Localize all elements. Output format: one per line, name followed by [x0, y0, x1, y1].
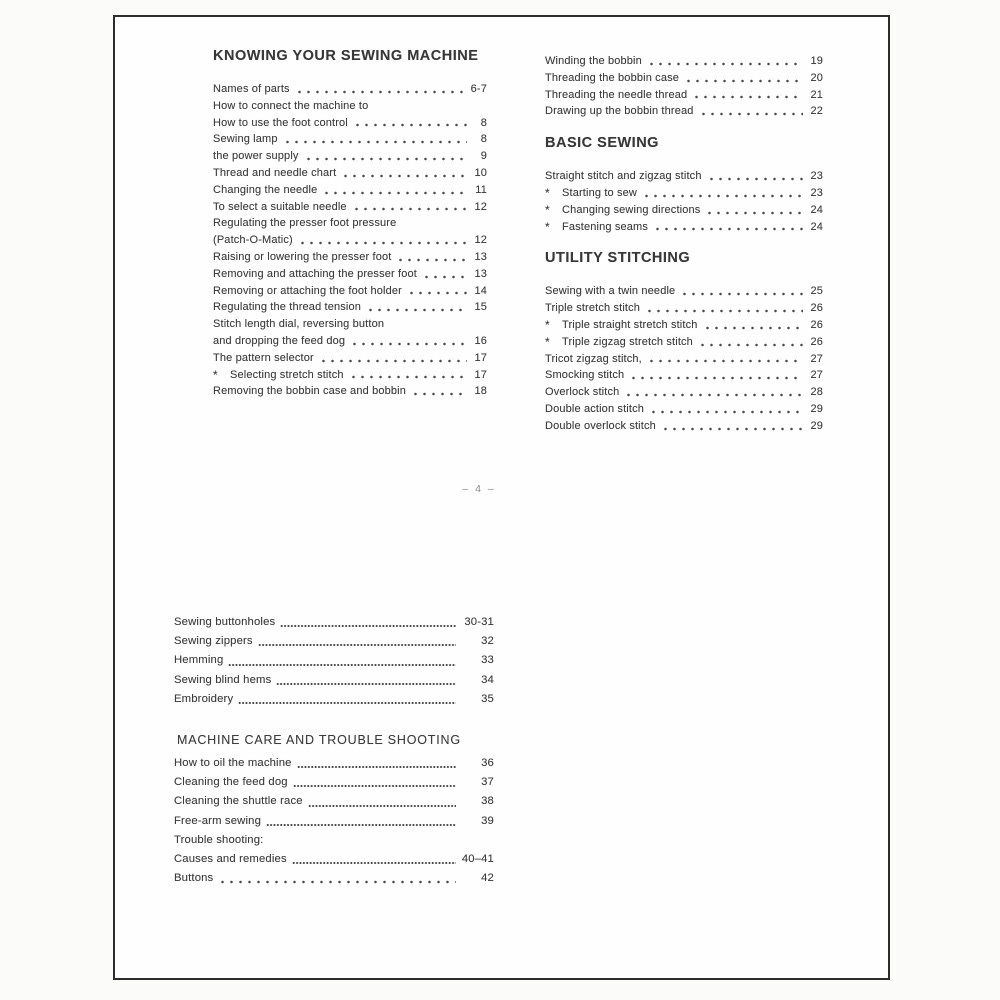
- dot-leader: [707, 168, 803, 185]
- toc-entry: [545, 418, 823, 435]
- toc-entry-label: Threading the needle thread: [545, 88, 688, 101]
- toc-entry-label: The pattern selector: [213, 351, 314, 364]
- toc-entry: [213, 232, 487, 249]
- dot-leader: [280, 613, 456, 632]
- toc-entry: [174, 651, 494, 670]
- dot-leader: [422, 266, 467, 283]
- toc-entry: [174, 850, 494, 869]
- dot-leader: [649, 401, 803, 418]
- toc-entry-label: Regulating the presser foot pressure: [213, 217, 397, 230]
- dot-leader: [680, 283, 803, 300]
- dot-leader: [238, 690, 456, 709]
- toc-entry: [545, 219, 823, 236]
- toc-entry: [213, 316, 487, 333]
- toc-entry-label: Names of parts: [213, 83, 290, 95]
- toc-entry-page-number: 38: [481, 795, 494, 808]
- toc-entry-page-number: 8: [480, 116, 487, 129]
- toc-entry-page-number: 12: [474, 234, 487, 247]
- dot-leader: [353, 115, 467, 132]
- toc-entry-page-number: 27: [810, 352, 823, 365]
- dot-leader: [661, 418, 803, 435]
- asterisk-bullet: *: [545, 317, 550, 332]
- toc-entry-page-number: 36: [481, 756, 494, 769]
- toc-entry-label: Buttons: [174, 872, 214, 885]
- toc-entry-label: Winding the bobbin: [545, 55, 642, 67]
- toc-entry-page-number: 11: [475, 183, 487, 196]
- toc-entry-label: Sewing zippers: [174, 635, 253, 648]
- toc-entry-label: Selecting stretch stitch: [230, 368, 344, 381]
- toc-entry-page-number: 39: [481, 814, 494, 827]
- toc-entry-page-number: 26: [810, 302, 823, 315]
- asterisk-bullet: *: [545, 334, 550, 349]
- toc-entry: [545, 351, 823, 368]
- dot-leader: [692, 87, 803, 104]
- toc-entry-label: Triple stretch stitch: [545, 302, 641, 315]
- toc-entry-label: Triple straight stretch stitch: [562, 318, 698, 331]
- dot-leader: [293, 773, 456, 792]
- heading-knowing-your-sewing-machine: KNOWING YOUR SEWING MACHINE: [213, 48, 479, 64]
- toc-entry: [213, 199, 487, 216]
- toc-entry-page-number: 28: [810, 386, 823, 399]
- toc-entry: [213, 182, 487, 199]
- toc-entry-label: Removing the bobbin case and bobbin: [213, 385, 406, 398]
- toc-entry: [213, 215, 487, 232]
- toc-entry-label: Hemming: [174, 654, 224, 667]
- toc-entry-page-number: 14: [474, 284, 487, 297]
- dot-leader: [276, 671, 456, 690]
- dot-leader: [645, 300, 803, 317]
- toc-entry-label: Sewing lamp: [213, 133, 278, 146]
- dot-leader: [642, 185, 803, 202]
- toc-list-bobbin: [545, 53, 823, 120]
- toc-entry: [213, 299, 487, 316]
- dot-leader: [349, 367, 467, 384]
- toc-entry-page-number: 13: [474, 250, 487, 263]
- toc-entry-label: Free-arm sewing: [174, 814, 261, 827]
- toc-entry-label: Thread and needle chart: [213, 166, 337, 179]
- toc-entry-label: Cleaning the shuttle race: [174, 795, 303, 808]
- dot-leader: [698, 334, 803, 351]
- toc-entry: [545, 87, 823, 104]
- toc-entry-page-number: 22: [810, 105, 823, 118]
- toc-entry-page-number: 13: [474, 267, 487, 280]
- dot-leader: [283, 131, 467, 148]
- toc-entry-label: Cleaning the feed dog: [174, 776, 288, 789]
- toc-entry: [174, 613, 494, 632]
- toc-entry: [174, 812, 494, 831]
- dot-leader: [298, 232, 467, 249]
- dot-leader: [624, 384, 803, 401]
- toc-entry-page-number: 42: [481, 872, 494, 885]
- toc-entry: [545, 384, 823, 401]
- toc-entry-page-number: 10: [474, 166, 487, 179]
- toc-list-machine-care: [174, 754, 494, 888]
- toc-entry: [174, 671, 494, 690]
- page-number: – 4 –: [462, 483, 496, 495]
- toc-entry: [213, 283, 487, 300]
- toc-entry-label: Removing and attaching the presser foot: [213, 267, 417, 280]
- toc-entry-label: Regulating the thread tension: [213, 301, 362, 314]
- toc-entry-page-number: 9: [480, 150, 487, 163]
- toc-entry-page-number: 40–41: [461, 852, 494, 865]
- toc-entry: [213, 165, 487, 182]
- toc-entry-label: and dropping the feed dog: [213, 334, 346, 347]
- toc-entry: [545, 70, 823, 87]
- dot-leader: [292, 850, 456, 869]
- toc-entry-label: Embroidery: [174, 692, 234, 705]
- dot-leader: [352, 199, 467, 216]
- toc-entry-page-number: 21: [810, 88, 823, 101]
- toc-column-left: [213, 48, 487, 400]
- dot-leader: [322, 182, 467, 199]
- toc-entry: [545, 103, 823, 120]
- toc-entry-page-number: 30-31: [464, 616, 494, 628]
- dot-leader: [629, 367, 803, 384]
- dot-leader: [703, 317, 803, 334]
- toc-entry: [174, 632, 494, 651]
- toc-entry: [545, 53, 823, 70]
- toc-entry-label: To select a suitable needle: [213, 200, 347, 213]
- toc-entry-page-number: 20: [810, 71, 823, 84]
- toc-entry-label: Sewing buttonholes: [174, 616, 276, 628]
- toc-entry-label: Fastening seams: [562, 220, 649, 233]
- toc-entry: [545, 367, 823, 384]
- toc-entry-page-number: 23: [810, 170, 823, 183]
- toc-entry-label: Sewing blind hems: [174, 673, 272, 686]
- toc-entry: [213, 81, 487, 98]
- dot-leader: [647, 53, 803, 70]
- toc-entry-page-number: 17: [474, 368, 487, 381]
- toc-entry-page-number: 32: [481, 635, 494, 648]
- toc-list-basic-sewing: [545, 168, 823, 235]
- toc-bottom-block: [174, 613, 494, 888]
- toc-entry: [545, 317, 823, 334]
- heading-utility-stitching: UTILITY STITCHING: [545, 250, 691, 267]
- toc-entry-page-number: 8: [480, 133, 487, 146]
- dot-leader: [684, 70, 803, 87]
- toc-entry: [213, 333, 487, 350]
- toc-entry-page-number: 12: [474, 200, 487, 213]
- toc-entry: [545, 401, 823, 418]
- dot-leader: [705, 202, 803, 219]
- toc-entry-label: Smocking stitch: [545, 369, 625, 382]
- toc-entry-label: Starting to sew: [562, 186, 638, 199]
- toc-entry-label: the power supply: [213, 150, 299, 163]
- manual-page: [113, 15, 890, 980]
- dot-leader: [258, 632, 456, 651]
- toc-entry: [174, 754, 494, 773]
- toc-entry-label: Threading the bobbin case: [545, 71, 680, 84]
- toc-entry-label: Straight stitch and zigzag stitch: [545, 170, 702, 183]
- toc-entry: [174, 792, 494, 811]
- toc-entry-label: Double overlock stitch: [545, 419, 656, 432]
- dot-leader: [341, 165, 467, 182]
- toc-entry-label: (Patch-O-Matic): [213, 234, 293, 247]
- dot-leader: [366, 299, 467, 316]
- toc-entry-page-number: 15: [474, 301, 487, 314]
- asterisk-bullet: *: [545, 185, 550, 200]
- toc-entry-page-number: 6-7: [470, 83, 487, 95]
- dot-leader: [295, 81, 467, 98]
- toc-entry-page-number: 26: [810, 335, 823, 348]
- toc-entry-page-number: 18: [474, 385, 487, 398]
- toc-entry-label: Raising or lowering the presser foot: [213, 250, 392, 263]
- toc-entry: [213, 266, 487, 283]
- toc-entry-label: Tricot zigzag stitch,: [545, 352, 642, 365]
- toc-entry: [213, 131, 487, 148]
- toc-entry-label: Overlock stitch: [545, 386, 620, 399]
- toc-entry: [213, 383, 487, 400]
- toc-entry: [174, 690, 494, 709]
- toc-entry-page-number: 26: [810, 318, 823, 331]
- toc-entry-page-number: 33: [481, 654, 494, 667]
- toc-entry: [213, 115, 487, 132]
- toc-entry: [545, 300, 823, 317]
- toc-entry-label: How to use the foot control: [213, 116, 348, 129]
- toc-list-knowing: [213, 81, 487, 400]
- dot-leader: [350, 333, 467, 350]
- toc-entry-label: Causes and remedies: [174, 852, 287, 865]
- asterisk-bullet: *: [545, 202, 550, 217]
- toc-entry-label: Changing the needle: [213, 183, 318, 196]
- dot-leader: [266, 812, 456, 831]
- toc-entry: [213, 367, 487, 384]
- toc-entry-page-number: 29: [810, 419, 823, 432]
- toc-entry-label: Sewing with a twin needle: [545, 285, 676, 298]
- dot-leader: [699, 103, 803, 120]
- toc-entry-page-number: 29: [810, 402, 823, 415]
- dot-leader: [407, 283, 467, 300]
- toc-entry-page-number: 35: [481, 692, 494, 705]
- toc-entry: [213, 148, 487, 165]
- toc-entry: [545, 185, 823, 202]
- dot-leader: [647, 351, 803, 368]
- toc-entry-page-number: 16: [474, 334, 487, 347]
- toc-entry-label: Removing or attaching the foot holder: [213, 284, 402, 297]
- toc-entry: [545, 334, 823, 351]
- toc-column-right: [545, 53, 823, 435]
- toc-entry: [174, 869, 494, 888]
- toc-entry: [213, 350, 487, 367]
- dot-leader: [396, 249, 467, 266]
- toc-entry: [545, 283, 823, 300]
- dot-leader: [411, 383, 467, 400]
- dot-leader: [228, 651, 456, 670]
- toc-entry-label: Double action stitch: [545, 402, 644, 415]
- toc-entry-label: Changing sewing directions: [562, 203, 701, 216]
- asterisk-bullet: *: [545, 219, 550, 234]
- toc-entry: [213, 249, 487, 266]
- dot-leader: [297, 754, 456, 773]
- heading-basic-sewing: BASIC SEWING: [545, 135, 659, 152]
- toc-entry-page-number: 27: [810, 369, 823, 382]
- toc-entry-page-number: 25: [810, 285, 823, 298]
- dot-leader: [653, 219, 803, 236]
- toc-entry: [545, 168, 823, 185]
- toc-list-utility-stitching: [545, 283, 823, 434]
- toc-entry-label: Stitch length dial, reversing button: [213, 318, 385, 331]
- toc-entry-page-number: 24: [810, 220, 823, 233]
- toc-entry: [545, 202, 823, 219]
- dot-leader: [319, 350, 467, 367]
- toc-entry-page-number: 23: [810, 186, 823, 199]
- toc-entry-page-number: 24: [810, 203, 823, 216]
- toc-entry-label: How to connect the machine to: [213, 99, 369, 112]
- toc-entry-page-number: 19: [810, 55, 823, 67]
- heading-machine-care: MACHINE CARE AND TROUBLE SHOOTING: [177, 732, 461, 747]
- toc-entry-label: Trouble shooting:: [174, 833, 264, 846]
- toc-entry-label: Triple zigzag stretch stitch: [562, 335, 693, 348]
- dot-leader: [308, 792, 456, 811]
- toc-entry: [174, 831, 494, 850]
- toc-entry: [174, 773, 494, 792]
- toc-entry-page-number: 34: [481, 673, 494, 686]
- toc-entry-label: Drawing up the bobbin thread: [545, 105, 694, 118]
- toc-entry-page-number: 17: [474, 351, 487, 364]
- dot-leader: [218, 869, 456, 888]
- dot-leader: [304, 148, 467, 165]
- toc-entry: [213, 98, 487, 115]
- asterisk-bullet: *: [213, 367, 218, 382]
- toc-entry-label: How to oil the machine: [174, 756, 292, 769]
- toc-list-sewing-tasks: [174, 613, 494, 709]
- toc-entry-page-number: 37: [481, 776, 494, 789]
